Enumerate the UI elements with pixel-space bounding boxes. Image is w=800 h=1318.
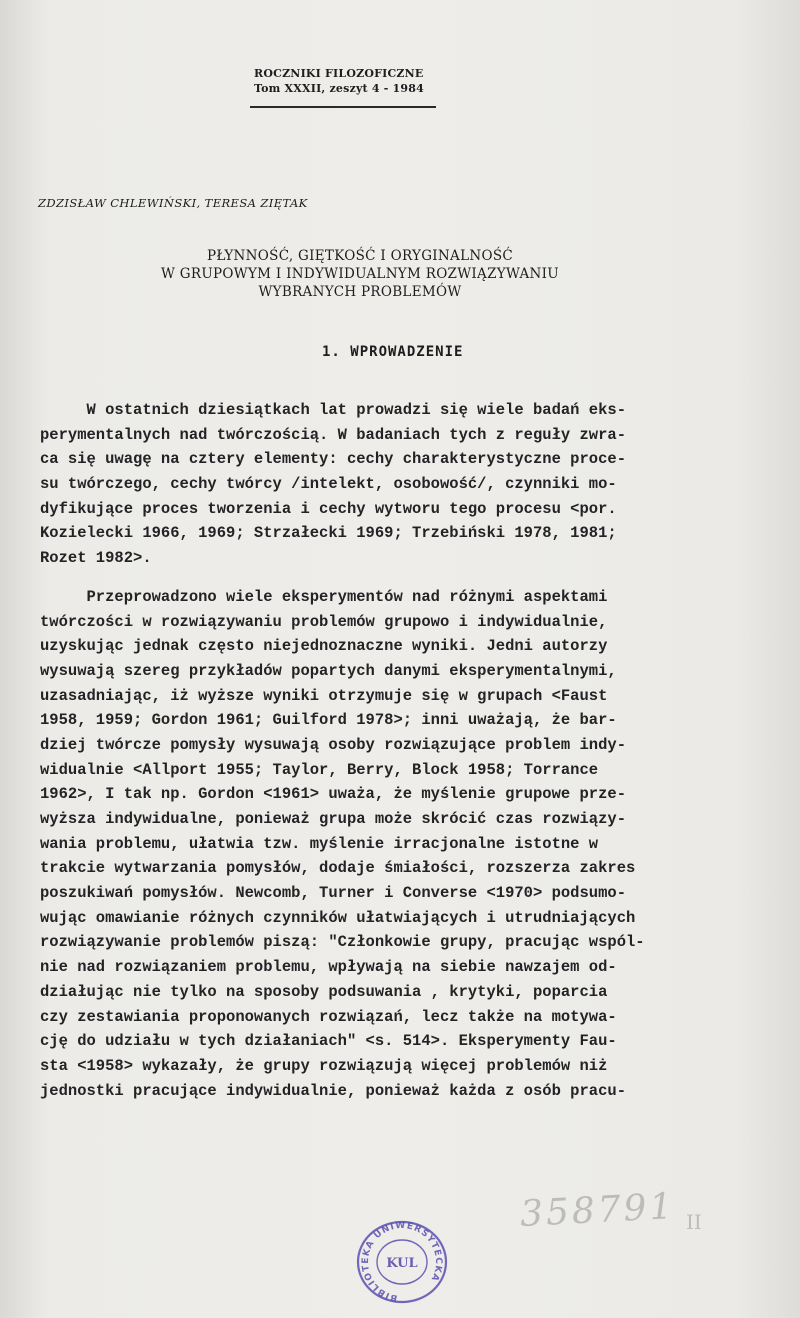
text-line: czy zestawiania proponowanych rozwiązań, lecz także na motywa- <box>40 1007 617 1026</box>
shelfmark-number: 358791 <box>519 1185 677 1236</box>
text-line: jednostki pracujące indywidualnie, ponieważ każda z osób pracu- <box>40 1081 626 1100</box>
text-line: trakcie wytwarzania pomysłów, dodaje śmiałości, rozszerza zakres <box>40 859 636 878</box>
paragraph-gap <box>40 571 780 585</box>
journal-volume: Tom XXXII, zeszyt 4 - 1984 <box>254 82 424 95</box>
title-line: W GRUPOWYM I INDYWIDUALNYM ROZWIĄZYWANIU <box>161 266 559 282</box>
stamp-center-text: KUL <box>386 1256 418 1271</box>
stamp-ring-text: BIBLIOTEKA UNIWERSYTECKA <box>360 1220 444 1303</box>
text-line: wania problemu, ułatwia tzw. myślenie irracjonalne istotne w <box>40 834 599 853</box>
text-line: wyższa indywidualne, ponieważ grupa może skrócić czas rozwiązy- <box>40 810 626 828</box>
text-line: Rozet 1982>. <box>40 549 152 568</box>
text-line: widualnie <Allport 1955; Taylor, Berry, Block 1958; Torrance <box>40 760 599 779</box>
text-line: Kozielecki 1966, 1969; Strzałecki 1969; Trzebiński 1978, 1981; <box>40 524 617 543</box>
text-line: dziej twórcze pomysły wysuwają osoby rozwiązujące problem indy- <box>40 735 626 754</box>
text-line: perymentalnych nad twórczością. W badaniach tych z reguły zwra- <box>40 425 626 444</box>
library-stamp-icon <box>352 1218 452 1304</box>
title-line: PŁYNNOŚĆ, GIĘTKOŚĆ I ORYGINALNOŚĆ <box>206 248 514 264</box>
text-line: 1958, 1959; Gordon 1961; Guilford 1978>; inni uważają, że bar- <box>40 711 617 730</box>
text-line: rozwiązywanie problemów piszą: "Członkowie grupy, pracując wspól- <box>40 933 645 952</box>
text-line: cję do udziału w tych działaniach" <s. 514>. Eksperymenty Fau- <box>40 1032 617 1051</box>
section-heading: 1. WPROWADZENIE <box>322 344 464 360</box>
text-line: nie nad rozwiązaniem problemu, wpływają na siebie nawzajem od- <box>40 958 617 977</box>
body-text <box>40 398 780 1103</box>
text-line: dyfikujące proces tworzenia i cechy wytworu tego procesu <por. <box>40 499 617 518</box>
text-line: uzyskując jednak często niejednoznaczne wyniki. Jedni autorzy <box>40 637 608 656</box>
journal-name: ROCZNIKI FILOZOFICZNE <box>254 67 424 80</box>
text-line: twórczości w rozwiązywaniu problemów grupowo i indywidualnie, <box>40 612 608 631</box>
text-line: Przeprowadzono wiele eksperymentów nad różnymi aspektami <box>40 587 608 606</box>
journal-header <box>240 66 440 96</box>
article-title <box>100 247 620 301</box>
text-line: działując nie tylko na sposoby podsuwania , krytyki, poparcia <box>40 982 608 1001</box>
title-line: WYBRANYCH PROBLEMÓW <box>258 284 462 300</box>
text-line: ca się uwagę na cztery elementy: cechy charakterystyczne proce- <box>40 450 626 469</box>
text-line: sta <1958> wykazały, że grupy rozwiązują więcej problemów niż <box>40 1056 608 1075</box>
text-line: 1962>, I tak np. Gordon <1961> uważa, że myślenie grupowe prze- <box>40 785 626 804</box>
shelfmark-suffix: II <box>686 1210 702 1234</box>
authors: ZDZISŁAW CHLEWIŃSKI, TERESA ZIĘTAK <box>38 196 308 210</box>
text-line: wysuwają szereg przykładów popartych danymi eksperymentalnymi, <box>40 661 617 680</box>
text-line: wując omawianie różnych czynników ułatwiających i utrudniających <box>40 908 636 927</box>
header-underline <box>250 106 436 108</box>
text-line: su twórczego, cechy twórcy /intelekt, osobowość/, czynniki mo- <box>40 475 617 494</box>
text-line: W ostatnich dziesiątkach lat prowadzi się wiele badań eks- <box>40 401 626 419</box>
text-line: uzasadniając, iż wyższe wyniki otrzymuje się w grupach <Faust <box>40 686 608 705</box>
text-line: poszukiwań pomysłów. Newcomb, Turner i Converse <1970> podsumo- <box>40 884 626 903</box>
